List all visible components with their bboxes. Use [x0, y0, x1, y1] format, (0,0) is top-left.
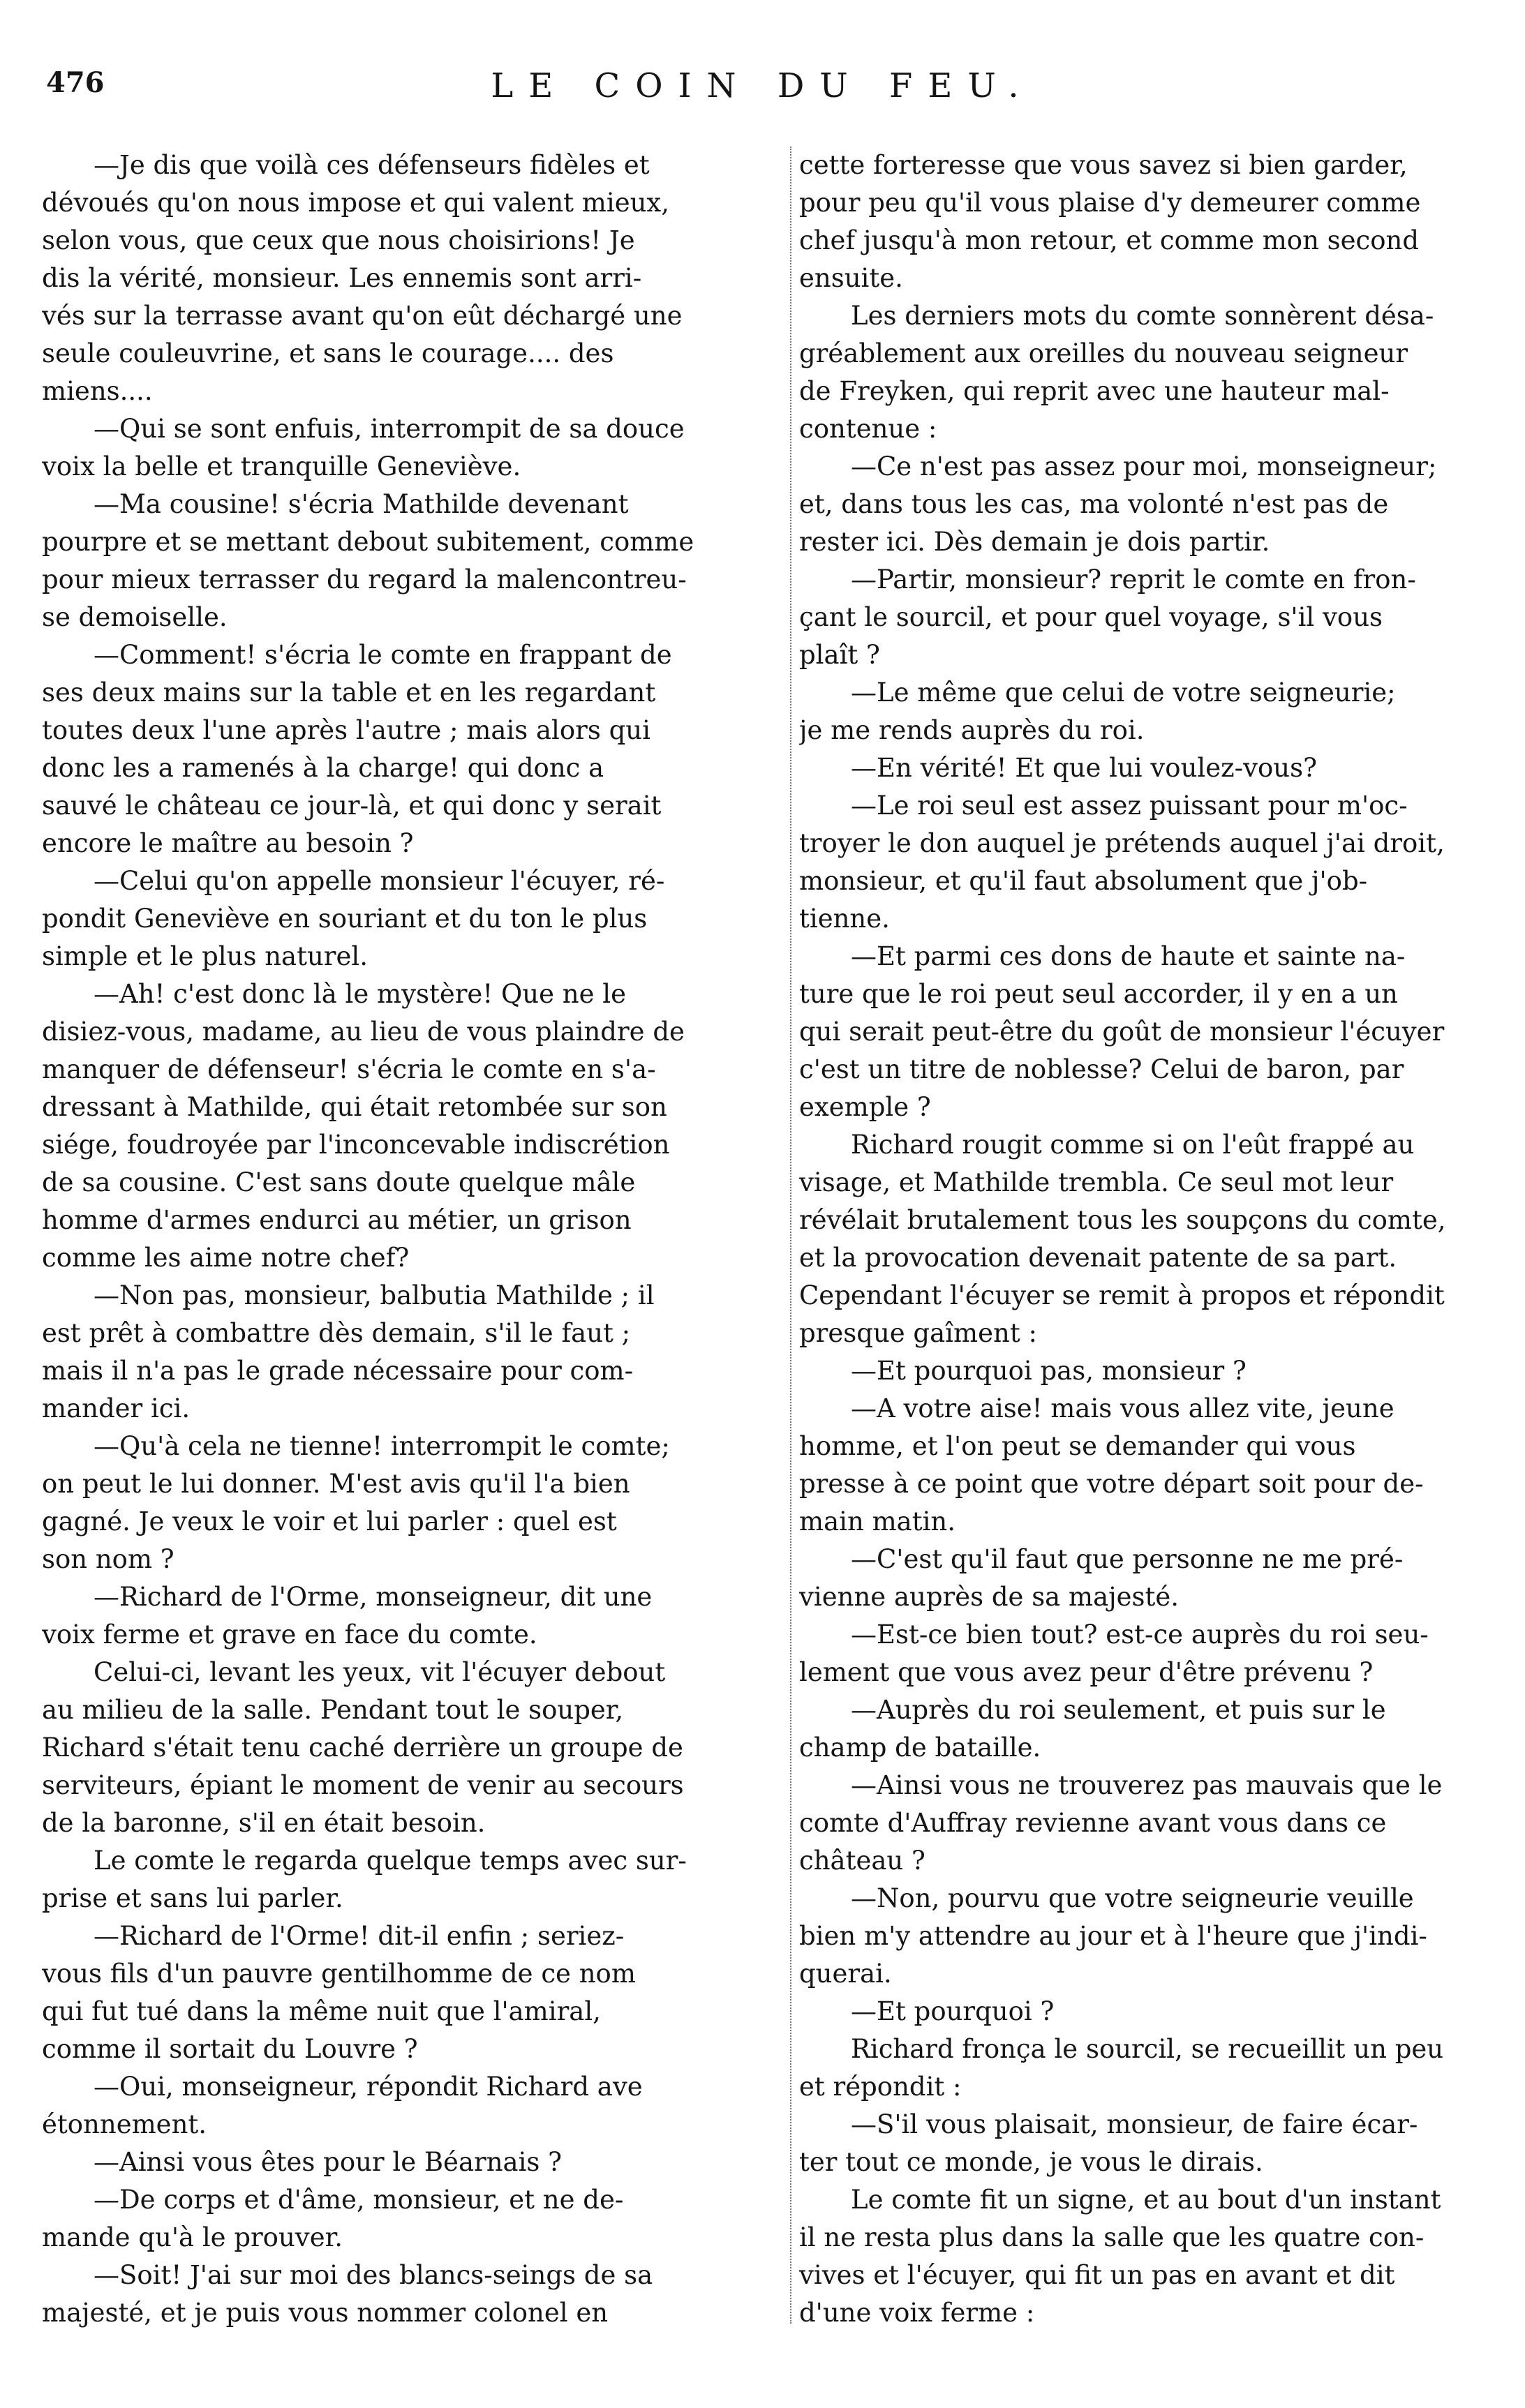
text-line: —Ma cousine! s'écria Mathilde devenant [94, 489, 629, 519]
text-line: selon vous, que ceux que nous choisirions! Je [42, 225, 635, 255]
text-line: pour mieux terrasser du regard la malencontreu- [42, 564, 687, 594]
text-line: —Non, pourvu que votre seigneurie veuille [851, 1883, 1414, 1913]
text-line: mais il n'a pas le grade nécessaire pour com- [42, 1356, 634, 1386]
text-line: révélait brutalement tous les soupçons du comte, [799, 1205, 1446, 1235]
text-line: —Et pourquoi ? [851, 1996, 1055, 2026]
text-line: —Qui se sont enfuis, interrompit de sa douce [94, 414, 685, 444]
text-line: bien m'y attendre au jour et à l'heure que j'indi- [799, 1921, 1427, 1951]
text-line: et, dans tous les cas, ma volonté n'est pas de [799, 489, 1389, 519]
running-title: LE COIN DU FEU. [491, 66, 1034, 105]
text-line: est prêt à combattre dès demain, s'il le faut ; [42, 1318, 631, 1348]
text-line: exemple ? [799, 1092, 931, 1122]
text-line: comte d'Auffray revienne avant vous dans ce [799, 1808, 1387, 1838]
text-line: —Oui, monseigneur, répondit Richard ave [94, 2072, 643, 2102]
text-line: chef jusqu'à mon retour, et comme mon second [799, 225, 1420, 255]
text-line: Richard rougit comme si on l'eût frappé au [851, 1130, 1415, 1160]
text-line: de Freyken, qui reprit avec une hauteur mal- [799, 376, 1390, 406]
text-line: serviteurs, épiant le moment de venir au secours [42, 1770, 684, 1800]
text-line: mande qu'à le prouver. [42, 2222, 343, 2252]
text-line: gagné. Je veux le voir et lui parler : quel est [42, 1506, 617, 1536]
text-line: ter tout ce monde, je vous le dirais. [799, 2147, 1263, 2177]
text-line: dis la vérité, monsieur. Les ennemis sont arri- [42, 263, 642, 293]
text-line: voix la belle et tranquille Geneviève. [42, 451, 521, 481]
text-line: querai. [799, 1959, 892, 1989]
text-line: —Ainsi vous êtes pour le Béarnais ? [94, 2147, 563, 2177]
text-line: champ de bataille. [799, 1733, 1041, 1763]
text-line: —C'est qu'il faut que personne ne me pré- [851, 1544, 1404, 1574]
text-line: —Et parmi ces dons de haute et sainte na- [851, 941, 1406, 971]
text-line: Les derniers mots du comte sonnèrent désa- [851, 301, 1434, 331]
text-line: Celui-ci, levant les yeux, vit l'écuyer debout [94, 1657, 666, 1687]
text-line: —Ah! c'est donc là le mystère! Que ne le [94, 979, 626, 1009]
text-line: mander ici. [42, 1393, 191, 1423]
text-line: de sa cousine. C'est sans doute quelque mâle [42, 1167, 636, 1197]
page-header [46, 66, 1479, 115]
text-line: pour peu qu'il vous plaise d'y demeurer comme [799, 188, 1421, 218]
text-line: qui serait peut-être du goût de monsieur l'écuyer [799, 1017, 1445, 1047]
text-line: gréablement aux oreilles du nouveau seigneur [799, 338, 1408, 368]
text-line: qui fut tué dans la même nuit que l'amiral, [42, 1996, 601, 2026]
text-line: disiez-vous, madame, au lieu de vous plaindre de [42, 1017, 685, 1047]
text-line: —Auprès du roi seulement, et puis sur le [851, 1695, 1386, 1725]
text-line: pourpre et se mettant debout subitement, comme [42, 527, 694, 557]
text-line: ensuite. [799, 263, 903, 293]
text-line: encore le maître au besoin ? [42, 828, 414, 858]
text-line: monsieur, et qu'il faut absolument que j'ob- [799, 866, 1368, 896]
text-line: château ? [799, 1846, 925, 1876]
text-line: —Qu'à cela ne tienne! interrompit le comte; [94, 1431, 670, 1461]
text-line: comme les aime notre chef? [42, 1243, 410, 1273]
text-line: ture que le roi peut seul accorder, il y en a un [799, 979, 1398, 1009]
text-line: —Est-ce bien tout? est-ce auprès du roi seu- [851, 1620, 1429, 1650]
text-line: —Richard de l'Orme! dit-il enfin ; seriez- [94, 1921, 625, 1951]
text-line: prise et sans lui parler. [42, 1883, 343, 1913]
text-line: —En vérité! Et que lui voulez-vous? [851, 753, 1317, 783]
text-line: visage, et Mathilde trembla. Ce seul mot leur [799, 1167, 1394, 1197]
text-line: tienne. [799, 904, 890, 934]
text-column-left [42, 147, 775, 2332]
text-line: —Comment! s'écria le comte en frappant de [94, 640, 672, 670]
text-line: rester ici. Dès demain je dois partir. [799, 527, 1270, 557]
text-line: vives et l'écuyer, qui fit un pas en avant et dit [799, 2260, 1395, 2290]
text-line: au milieu de la salle. Pendant tout le souper, [42, 1695, 624, 1725]
text-line: —Ce n'est pas assez pour moi, monseigneur; [851, 451, 1437, 481]
text-line: miens.... [42, 376, 153, 406]
text-line: ses deux mains sur la table et en les regardant [42, 678, 656, 708]
text-line: et la provocation devenait patente de sa part. [799, 1243, 1397, 1273]
text-line: siége, foudroyée par l'inconcevable indiscrétion [42, 1130, 670, 1160]
text-column-right [799, 147, 1522, 2332]
text-line: Richard s'était tenu caché derrière un groupe de [42, 1733, 683, 1763]
text-line: manquer de défenseur! s'écria le comte en s'a- [42, 1054, 656, 1084]
text-line: étonnement. [42, 2109, 207, 2139]
text-line: —Ainsi vous ne trouverez pas mauvais que le [851, 1770, 1443, 1800]
text-line: —Richard de l'Orme, monseigneur, dit une [94, 1582, 653, 1612]
text-line: toutes deux l'une après l'autre ; mais alors qui [42, 715, 650, 745]
text-line: —Je dis que voilà ces défenseurs fidèles et [94, 150, 650, 180]
text-line: d'une voix ferme : [799, 2298, 1035, 2328]
text-line: Cependant l'écuyer se remit à propos et répondit [799, 1280, 1445, 1310]
text-line: majesté, et je puis vous nommer colonel en [42, 2298, 609, 2328]
text-line: —Non pas, monsieur, balbutia Mathilde ; il [94, 1280, 655, 1310]
text-line: vous fils d'un pauvre gentilhomme de ce nom [42, 1959, 636, 1989]
text-line: sauvé le château ce jour-là, et qui donc y serait [42, 791, 662, 821]
text-line: lement que vous avez peur d'être prévenu ? [799, 1657, 1374, 1687]
text-line: dévoués qu'on nous impose et qui valent mieux, [42, 188, 670, 218]
text-line: çant le sourcil, et pour quel voyage, s'il vous [799, 602, 1383, 632]
text-line: Le comte le regarda quelque temps avec sur- [94, 1846, 687, 1876]
text-line: vienne auprès de sa majesté. [799, 1582, 1180, 1612]
text-line: —A votre aise! mais vous allez vite, jeune [851, 1393, 1394, 1423]
text-line: il ne resta plus dans la salle que les quatre con- [799, 2222, 1424, 2252]
text-line: c'est un titre de noblesse? Celui de baron, par [799, 1054, 1404, 1084]
text-line: presse à ce point que votre départ soit pour de- [799, 1469, 1424, 1499]
text-line: Le comte fit un signe, et au bout d'un instant [851, 2185, 1441, 2215]
text-line: —Et pourquoi pas, monsieur ? [851, 1356, 1247, 1386]
text-line: homme d'armes endurci au métier, un grison [42, 1205, 632, 1235]
text-line: —Le roi seul est assez puissant pour m'oc- [851, 791, 1408, 821]
text-line: main matin. [799, 1506, 956, 1536]
text-line: troyer le don auquel je prétends auquel j'ai droit, [799, 828, 1445, 858]
text-line: vés sur la terrasse avant qu'on eût déchargé une [42, 301, 683, 331]
text-line: cette forteresse que vous savez si bien garder, [799, 150, 1408, 180]
text-line: son nom ? [42, 1544, 174, 1574]
text-line: —Partir, monsieur? reprit le comte en fron- [851, 564, 1416, 594]
text-line: je me rends auprès du roi. [799, 715, 1145, 745]
text-line: —De corps et d'âme, monsieur, et ne de- [94, 2185, 624, 2215]
text-line: donc les a ramenés à la charge! qui donc a [42, 753, 604, 783]
text-line: —S'il vous plaisait, monsieur, de faire écar- [851, 2109, 1418, 2139]
text-line: et répondit : [799, 2072, 962, 2102]
text-line: on peut le lui donner. M'est avis qu'il l'a bien [42, 1469, 630, 1499]
text-line: simple et le plus naturel. [42, 941, 368, 971]
text-line: homme, et l'on peut se demander qui vous [799, 1431, 1356, 1461]
text-line: comme il sortait du Louvre ? [42, 2034, 418, 2064]
text-line: seule couleuvrine, et sans le courage.... des [42, 338, 614, 368]
text-line: plaît ? [799, 640, 880, 670]
text-line: se demoiselle. [42, 602, 228, 632]
text-line: pondit Geneviève en souriant et du ton le plus [42, 904, 648, 934]
text-line: dressant à Mathilde, qui était retombée sur son [42, 1092, 667, 1122]
text-line: de la baronne, s'il en était besoin. [42, 1808, 486, 1838]
column-divider [790, 147, 791, 2324]
text-line: contenue : [799, 414, 937, 444]
page-number: 476 [46, 66, 105, 99]
text-line: presque gaîment : [799, 1318, 1037, 1348]
text-line: voix ferme et grave en face du comte. [42, 1620, 537, 1650]
text-line: —Soit! J'ai sur moi des blancs-seings de sa [94, 2260, 653, 2290]
text-line: Richard fronça le sourcil, se recueillit un peu [851, 2034, 1444, 2064]
text-line: —Celui qu'on appelle monsieur l'écuyer, ré- [94, 866, 665, 896]
text-line: —Le même que celui de votre seigneurie; [851, 678, 1396, 708]
